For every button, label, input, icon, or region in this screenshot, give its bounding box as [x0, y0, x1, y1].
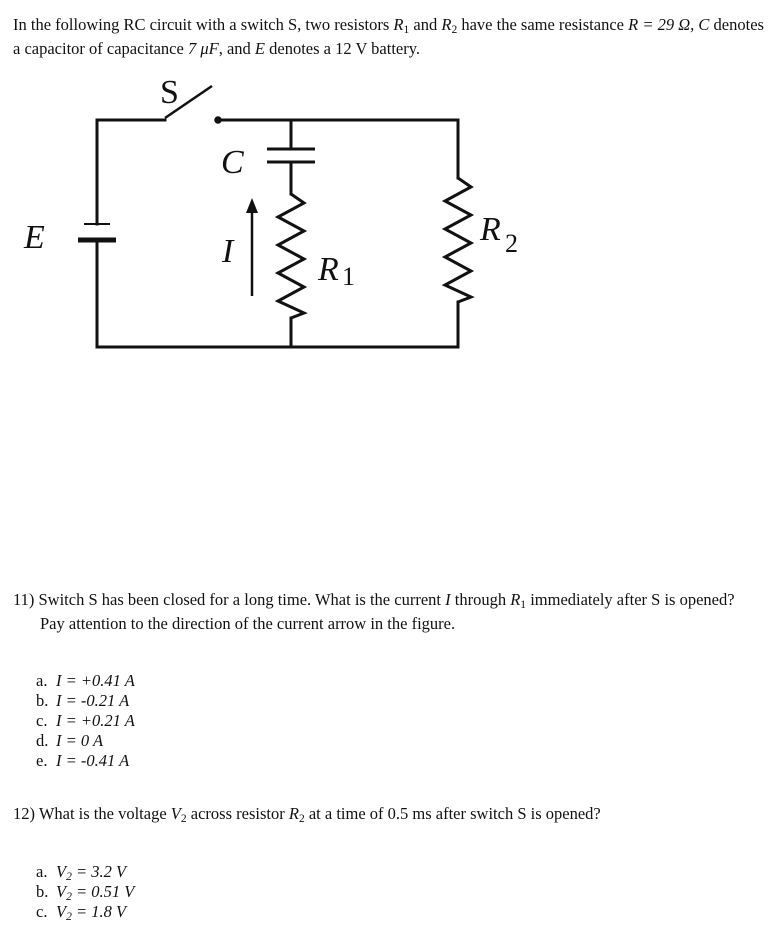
- q12-r2-subscript: 2: [298, 812, 305, 825]
- option-var: V: [56, 862, 67, 881]
- battery-e: [78, 224, 116, 240]
- option-letter: a.: [36, 671, 48, 690]
- option-letter: b.: [36, 691, 49, 710]
- option-11-d[interactable]: [36, 731, 135, 751]
- intro-text: In the following RC circuit with a switch S, two resistors: [13, 15, 390, 34]
- intro-text: have the same resistance: [461, 15, 624, 34]
- question-11-text: [13, 588, 753, 636]
- q11-current-symbol: I: [445, 590, 451, 609]
- question-12: [13, 802, 753, 826]
- option-12-b[interactable]: [36, 882, 134, 902]
- option-var: I: [56, 751, 62, 770]
- q11-text-part: 11) Switch S has been closed for a long time. What is the current: [13, 590, 441, 609]
- resistance-value: R = 29 Ω,: [628, 15, 695, 34]
- q12-voltage-symbol: V: [170, 804, 181, 823]
- intro-text: , and: [218, 39, 251, 58]
- intro-text: and: [413, 15, 438, 34]
- question-11-options: [36, 671, 135, 771]
- q11-text-part: through: [454, 590, 507, 609]
- option-12-c[interactable]: [36, 902, 134, 922]
- r1-label: R: [318, 251, 339, 288]
- r1-subscript: 1: [403, 23, 410, 36]
- option-text: [56, 731, 103, 750]
- option-text: [56, 862, 126, 881]
- option-value: = +0.41 A: [61, 671, 135, 690]
- option-value: = 1.8 V: [71, 902, 127, 921]
- switch-label: S: [160, 74, 179, 111]
- option-letter: a.: [36, 862, 48, 881]
- option-var: I: [56, 711, 62, 730]
- q12-text-part: 12) What is the voltage: [13, 804, 167, 823]
- question-12-options: [36, 862, 134, 922]
- option-sub: 2: [66, 890, 72, 903]
- option-text: [56, 671, 135, 690]
- capacitor-c: [267, 149, 315, 162]
- q12-text-part: at a time of 0.5 ms after switch S is opened?: [308, 804, 601, 823]
- q11-r1-subscript: 1: [520, 598, 527, 611]
- question-11: [13, 588, 753, 636]
- option-sub: 2: [66, 910, 72, 923]
- option-11-a[interactable]: [36, 671, 135, 691]
- r2-label: R: [480, 211, 501, 248]
- option-text: [56, 751, 129, 770]
- option-value: = -0.41 A: [61, 751, 130, 770]
- option-var: I: [56, 691, 62, 710]
- option-sub: 2: [66, 870, 72, 883]
- option-12-a[interactable]: [36, 862, 134, 882]
- resistor-r1: [278, 194, 304, 318]
- option-var: V: [56, 902, 67, 921]
- q12-voltage-subscript: 2: [180, 812, 187, 825]
- r2-label-sub: 2: [505, 229, 518, 258]
- battery-label: E: [24, 219, 45, 256]
- capacitor-label: C: [221, 144, 244, 181]
- option-value: = 3.2 V: [71, 862, 127, 881]
- option-text: [56, 691, 129, 710]
- option-11-e[interactable]: [36, 751, 135, 771]
- option-value: = 0.51 V: [71, 882, 135, 901]
- problem-intro: [13, 13, 765, 61]
- q12-text-part: across resistor: [190, 804, 285, 823]
- option-text: [56, 882, 134, 901]
- current-arrow-icon: [246, 198, 258, 296]
- r1-symbol: R: [393, 15, 404, 34]
- option-value: = 0 A: [61, 731, 104, 750]
- q11-r1-symbol: R: [510, 590, 521, 609]
- rc-circuit-diagram: [0, 60, 560, 360]
- intro-text: denotes a 12 V battery.: [269, 39, 421, 58]
- option-11-b[interactable]: [36, 691, 135, 711]
- option-var: I: [56, 671, 62, 690]
- q11-text-part: immediately after S is opened? Pay attention to the direction of the current arrow in the figure.: [40, 590, 735, 633]
- r2-symbol: R: [441, 15, 452, 34]
- option-letter: e.: [36, 751, 48, 770]
- option-11-c[interactable]: [36, 711, 135, 731]
- r1-label-sub: 1: [342, 262, 355, 291]
- battery-symbol: E: [254, 39, 266, 58]
- resistor-r2: [445, 178, 471, 302]
- r2-subscript: 2: [451, 23, 458, 36]
- option-letter: b.: [36, 882, 49, 901]
- option-value: = +0.21 A: [61, 711, 135, 730]
- capacitance-value: 7 μF: [187, 39, 219, 58]
- option-text: [56, 902, 126, 921]
- option-letter: c.: [36, 711, 48, 730]
- option-letter: c.: [36, 902, 48, 921]
- capacitor-symbol: C: [698, 15, 710, 34]
- intro-text: denotes a capacitor of capacitance: [13, 15, 764, 58]
- option-text: [56, 711, 135, 730]
- option-var: I: [56, 731, 62, 750]
- question-12-text: [13, 802, 753, 826]
- option-value: = -0.21 A: [61, 691, 130, 710]
- option-var: V: [56, 882, 67, 901]
- q12-r2-symbol: R: [288, 804, 299, 823]
- current-label: I: [222, 233, 234, 270]
- option-letter: d.: [36, 731, 49, 750]
